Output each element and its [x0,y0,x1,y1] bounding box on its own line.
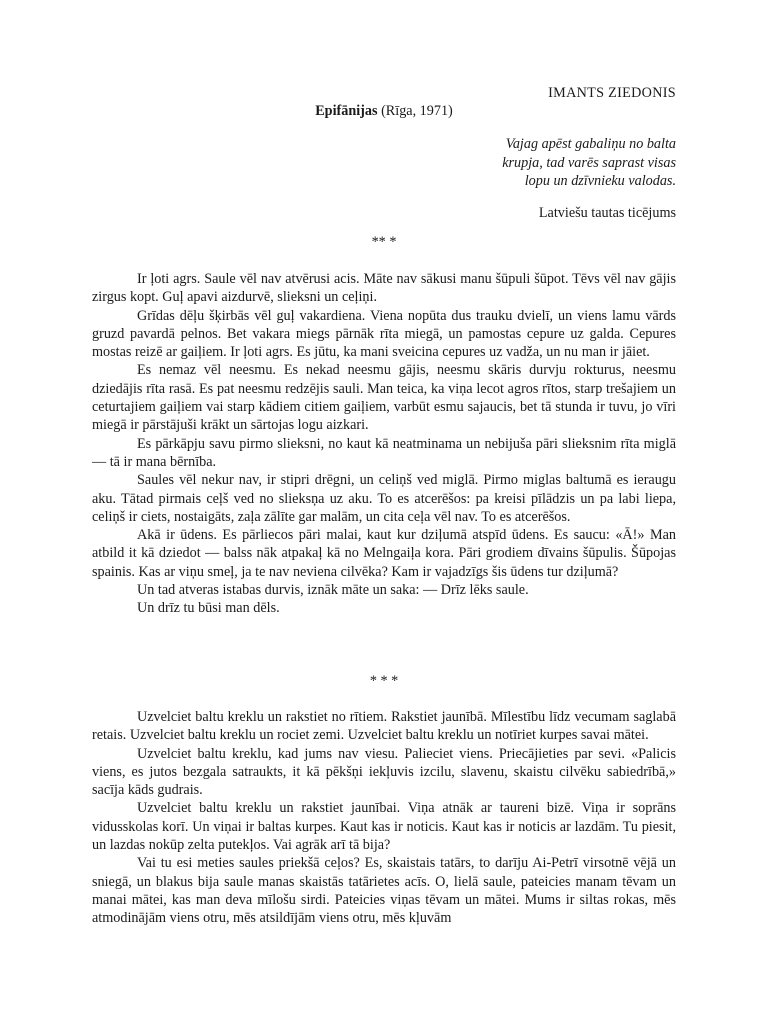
paragraph: Un drīz tu būsi man dēls. [137,600,280,617]
paragraph: Saules vēl nekur nav, ir stipri drēgni, un celiņš ved miglā. Pirmo miglas baltumā es ieraugu aku. Tātad pirmais ceļš ved no slieksņa uz aku. To es atcerēšos: pa kreisi pīlādzis un pa labi liepa, celiņš ir ciets, nostaigāts, zaļa zālīte gar malām, un cita ceļa vēl nav. To es atcerēšos. [92,472,676,525]
paragraph: Grīdas dēļu šķirbās vēl guļ vakardiena. Viena nopūta dus trauku dvielī, un viens lamu vārds gruzd pavardā pelnos. Bet vakara miegs pārnāk rīta miegā, un pamostas cepure uz galda. Cepures mostas reizē ar gaiļiem. Ir ļoti agrs. Es jūtu, ka mani sveicina cepures uz vadža, un nu man ir jāiet. [92,307,676,361]
title-bold: Epifānijas [315,103,378,119]
paragraph: Vai tu esi meties saules priekšā ceļos? Es, skaistais tatārs, to darīju Ai-Petrī virsotnē vējā un sniegā, un blakus bija saule manas skaistās tatārietes acīs. O, lielā saule, pateicies manam tēvam un manai mātei, kas man deva mīlošu sirdi. Pateicies viņas tēvam un mātei. Mums ir siltas rokas, mēs atmodinājām viens otru, mēs atsildījām viens otru, mēs kļuvām [92,855,676,927]
section-separator: ** * [371,234,397,250]
paragraph: Un tad atveras istabas durvis, iznāk māte un saka: — Drīz lēks saule. [137,582,529,599]
paragraph: Ir ļoti agrs. Saule vēl nav atvērusi acis. Māte nav sākusi manu šūpuli šūpot. Tēvs vēl nav gājis zirgus kopt. Guļ apavi aizdurvē, slieksni un ceļiņi. [92,271,676,306]
paragraph: Uzvelciet baltu kreklu un rakstiet jaunībai. Viņa atnāk ar taureni bizē. Viņa ir soprāns vidusskolas korī. Un viņai ir baltas kurpes. Kaut kas ir noticis. Kaut kas ir noticis ar lazdām. Tu piesit, un lazdas nokūp zelta putekļos. Vai agrāk arī tā bija? [92,800,676,854]
epigraph-line: Vajag apēst gabaliņu no balta [505,136,676,152]
paragraph: Es nemaz vēl neesmu. Es nekad neesmu gājis, neesmu skāris durvju rokturus, neesmu dziedājis rīta rasā. Es pat neesmu redzējis sauli. Man teica, ka viņa lecot agros rītos, starp trešajiem un ceturtajiem gaiļiem vai starp kādiem citiem gaiļiem, varbūt esmu sajaucis, bet tā stunda ir tuvu, jo vīri miegā ir pārstājuši krākt un sārtojas logu aizkari. [92,362,676,434]
section-separator: * * * [369,673,399,689]
author-name: IMANTS ZIEDONIS [548,85,676,101]
epigraph [502,135,676,191]
paragraph: Es pārkāpju savu pirmo slieksni, no kaut kā neatminama un nebijuša pāri slieksnim rīta miglā — tā ir mana bērnība. [92,435,676,470]
paragraph: Uzvelciet baltu kreklu, kad jums nav viesu. Palieciet viens. Priecājieties par sevi. «Palicis viens, es jutos bezgala satraukts, it kā pēkšņi iekļuvis izcilu, slavenu, skaistu cilvēku sabiedrībā,» sacīja kāds gudrais. [92,745,676,799]
paragraph: Akā ir ūdens. Es pārliecos pāri malai, kaut kur dziļumā atspīd ūdens. Es saucu: «Ā!» Man atbild it kā dziedot — balss nāk atpakaļ kā no Melngaiļa kora. Pāri grodiem dīvains šūpulis. Šūpojas spainis. Kas ar viņu smeļ, ja te nav neviena cilvēka? Kam ir vajadzīgs šis ūdens tur dziļumā? [92,527,676,580]
paragraph: Uzvelciet baltu kreklu un rakstiet no rītiem. Rakstiet jaunībā. Mīlestību līdz vecumam saglabā retais. Uzvelciet baltu kreklu un rociet zemi. Uzvelciet baltu kreklu un notīriet kurpes savai mātei. [92,709,676,744]
section-1-body [92,270,676,618]
work-title [0,103,768,120]
epigraph-source: Latviešu tautas ticējums [538,205,676,221]
epigraph-line: lopu un dzīvnieku valodas. [524,173,676,189]
epigraph-line: krupja, tad varēs saprast visas [502,154,676,171]
title-publication: (Rīga, 1971) [377,103,453,119]
section-2-body [92,708,676,928]
